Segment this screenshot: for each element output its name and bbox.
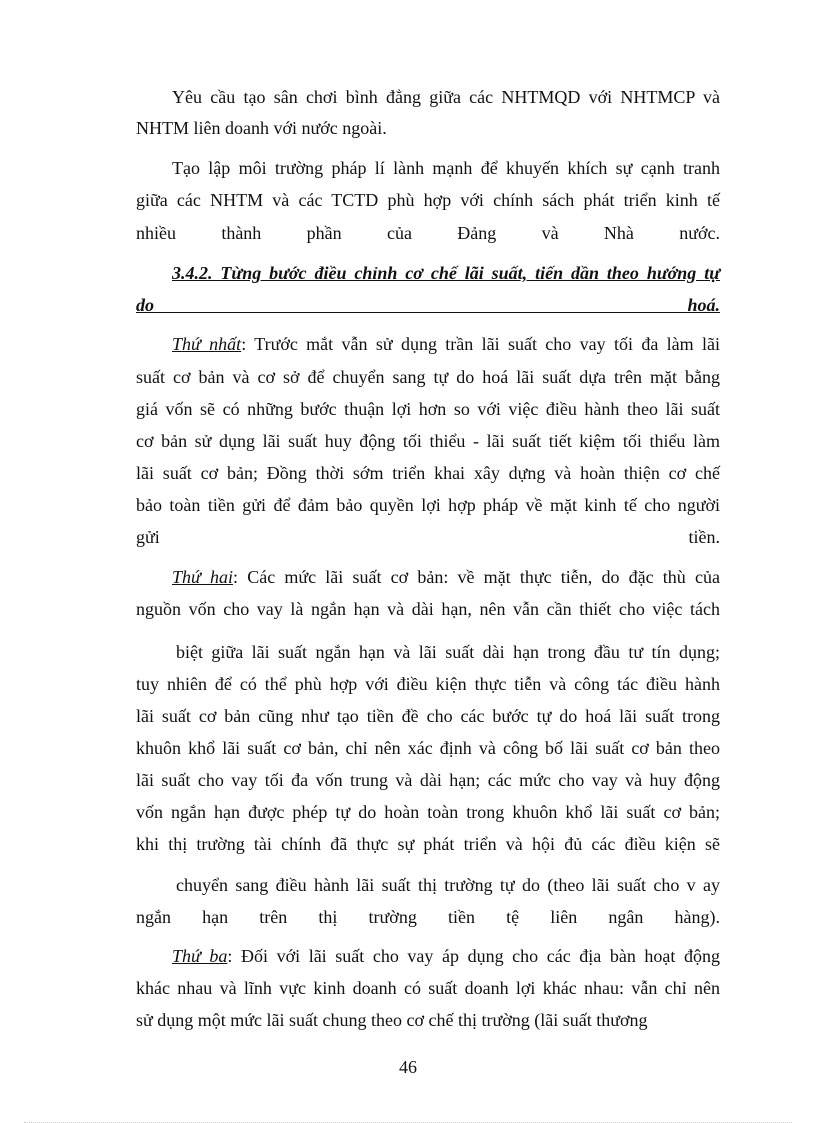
- paragraph-4-line-4: tuy nhiên để có thể phù hợp với điều kiện thực tiễn và công tác điều hành: [136, 674, 720, 694]
- paragraph-4-line-6: khuôn khổ lãi suất cơ bản, chỉ nên xác định và công bố lãi suất cơ bản theo: [136, 738, 720, 758]
- paragraph-3-lead: Thứ nhất: [172, 334, 242, 354]
- paragraph-2-line-3: nhiều thành phần của Đảng và Nhà nước.: [136, 223, 720, 243]
- paragraph-4-line-1-text: : Các mức lãi suất cơ bản: về mặt thực tiễn, do đặc thù của: [233, 567, 720, 587]
- paragraph-1-line-1: Yêu cầu tạo sân chơi bình đẳng giữa các NHTMQD với NHTMCP và: [172, 87, 720, 107]
- paragraph-5-line-1: [172, 945, 720, 967]
- section-heading-line-2: do hoá.: [136, 295, 720, 315]
- paragraph-5-lead: Thứ ba: [172, 946, 228, 966]
- paragraph-3-line-4: cơ bản sử dụng lãi suất huy động tối thiểu - lãi suất tiết kiệm tối thiểu làm: [136, 431, 720, 451]
- paragraph-3-line-3: giá vốn sẽ có những bước thuận lợi hơn so với việc điều hành theo lãi suất: [136, 399, 720, 419]
- section-heading-line-1: 3.4.2. Từng bước điều chỉnh cơ chế lãi suất, tiến dần theo hướng tự: [172, 263, 720, 283]
- paragraph-4-line-2: nguồn vốn cho vay là ngắn hạn và dài hạn, nên vẫn cần thiết cho việc tách: [136, 599, 720, 619]
- paragraph-3-line-7: gửi tiền.: [136, 527, 720, 547]
- paragraph-3-line-5: lãi suất cơ bản; Đồng thời sớm triển khai xây dựng và hoàn thiện cơ chế: [136, 463, 720, 483]
- paragraph-4-line-11: ngắn hạn trên thị trường tiền tệ liên ngân hàng).: [136, 907, 720, 927]
- paragraph-3-line-1: [172, 333, 720, 355]
- paragraph-4-line-1: [172, 566, 720, 588]
- paragraph-5-line-2: khác nhau và lĩnh vực kinh doanh có suất doanh lợi khác nhau: vẫn chỉ nên: [136, 978, 720, 998]
- paragraph-2-line-1: Tạo lập môi trường pháp lí lành mạnh để khuyến khích sự cạnh tranh: [172, 158, 720, 178]
- paragraph-4-lead: Thứ hai: [172, 567, 234, 587]
- paragraph-2-line-2: giữa các NHTM và các TCTD phù hợp với chính sách phát triển kinh tế: [136, 190, 720, 210]
- paragraph-3-line-2: suất cơ bản và cơ sở để chuyển sang tự do hoá lãi suất dựa trên mặt bằng: [136, 367, 720, 387]
- paragraph-4-line-7: lãi suất cho vay tối đa vốn trung và dài hạn; các mức cho vay và huy động: [136, 770, 720, 790]
- paragraph-4-line-8: vốn ngắn hạn được phép tự do hoàn toàn trong khuôn khổ lãi suất cơ bản;: [136, 802, 720, 822]
- paragraph-3-line-6: bảo toàn tiền gửi để đảm bảo quyền lợi hợp pháp về mặt kinh tế cho người: [136, 495, 720, 515]
- paragraph-5-line-1-text: : Đối với lãi suất cho vay áp dụng cho các địa bàn hoạt động: [227, 946, 721, 966]
- page-number: 46: [399, 1057, 417, 1077]
- paragraph-1-line-2: NHTM liên doanh với nước ngoài.: [136, 118, 387, 138]
- paragraph-4-line-9: khi thị trường tài chính đã thực sự phát triển và hội đủ các điều kiện sẽ: [136, 834, 720, 854]
- paragraph-4-line-3: biệt giữa lãi suất ngắn hạn và lãi suất dài hạn trong đầu tư tín dụng;: [176, 642, 720, 662]
- paragraph-4-line-5: lãi suất cơ bản cũng như tạo tiền đề cho các bước tự do hoá lãi suất trong: [136, 706, 720, 726]
- paragraph-4-line-10: chuyển sang điều hành lãi suất thị trường tự do (theo lãi suất cho v ay: [176, 875, 720, 895]
- paragraph-5-line-3: sử dụng một mức lãi suất chung theo cơ chế thị trường (lãi suất thương: [136, 1010, 648, 1030]
- paragraph-3-line-1-text: : Trước mắt vẫn sử dụng trần lãi suất cho vay tối đa làm lãi: [241, 334, 720, 354]
